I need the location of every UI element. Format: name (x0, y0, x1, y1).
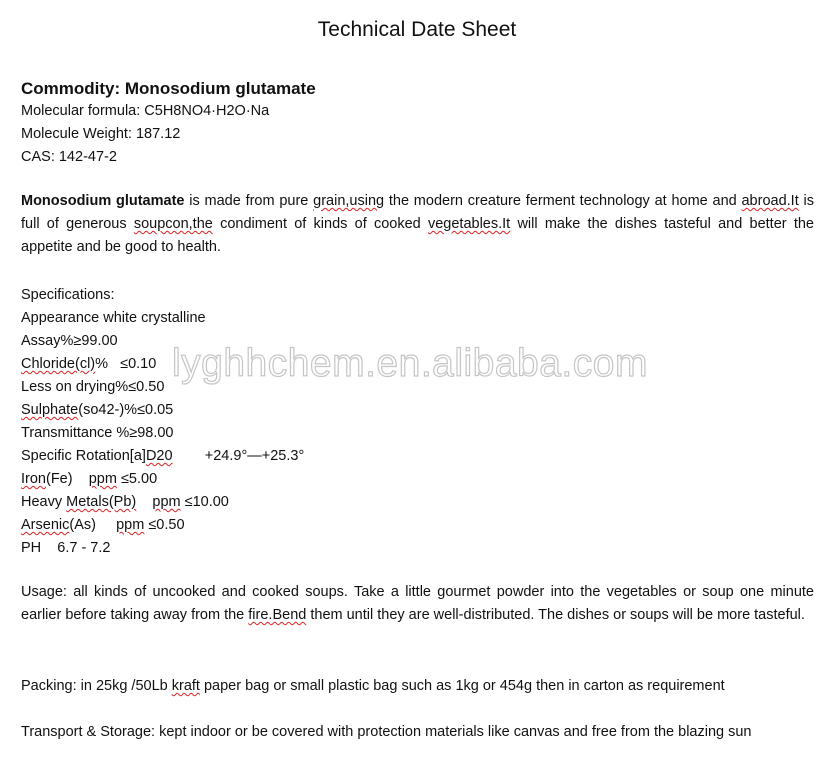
spec-item-assay: Assay%≥99.00 (21, 333, 118, 349)
spec-item-sulphate: Sulphate(so42-)%≤0.05 (21, 402, 174, 418)
cas-number: CAS: 142-47-2 (21, 149, 117, 165)
document-title: Technical Date Sheet (317, 18, 517, 41)
specifications-heading: Specifications: (21, 287, 115, 303)
description-lead: Monosodium glutamate (21, 193, 185, 209)
molecular-formula: Molecular formula: C5H8NO4·H2O·Na (21, 103, 270, 119)
spec-item-loss-on-drying: Less on drying%≤0.50 (21, 379, 165, 395)
spec-item-iron: Iron(Fe) ppm ≤5.00 (21, 471, 158, 487)
spec-item-specific-rotation: Specific Rotation[a]D20 +24.9°—+25.3° (21, 448, 305, 464)
commodity-heading: Commodity: Monosodium glutamate (21, 79, 316, 98)
watermark-text: lyghhchem.en.alibaba.com (172, 342, 648, 385)
spec-item-heavy-metals: Heavy Metals(Pb) ppm ≤10.00 (21, 494, 229, 510)
transport-storage-line: Transport & Storage: kept indoor or be covered with protection materials like canvas and free from the blazing sun (21, 724, 752, 740)
packing-line: Packing: in 25kg /50Lb kraft paper bag or small plastic bag such as 1kg or 454g then in carton as requirement (21, 678, 725, 694)
usage-paragraph: Usage: all kinds of uncooked and cooked soups. Take a little gourmet powder into the vegetables or soup one minute earlier before taking away from the fire.Bend them until they are well-distributed. The dishes or soups will be more tasteful. (21, 584, 814, 623)
spec-item-ph: PH 6.7 - 7.2 (21, 540, 111, 556)
spec-item-chloride: Chloride(cl)% ≤0.10 (21, 356, 157, 372)
molecular-weight: Molecule Weight: 187.12 (21, 126, 181, 142)
description-paragraph: Monosodium glutamate is made from pure grain,using the modern creature ferment technology at home and abroad.It is full of generous soupcon,the condiment of kinds of cooked vegetables.It will make the dishes tasteful and better the appetite and be good to health. (21, 193, 814, 255)
spec-item-arsenic: Arsenic(As) ppm ≤0.50 (21, 517, 185, 533)
spec-item-transmittance: Transmittance %≥98.00 (21, 425, 174, 441)
spec-item-appearance: Appearance white crystalline (21, 310, 206, 326)
